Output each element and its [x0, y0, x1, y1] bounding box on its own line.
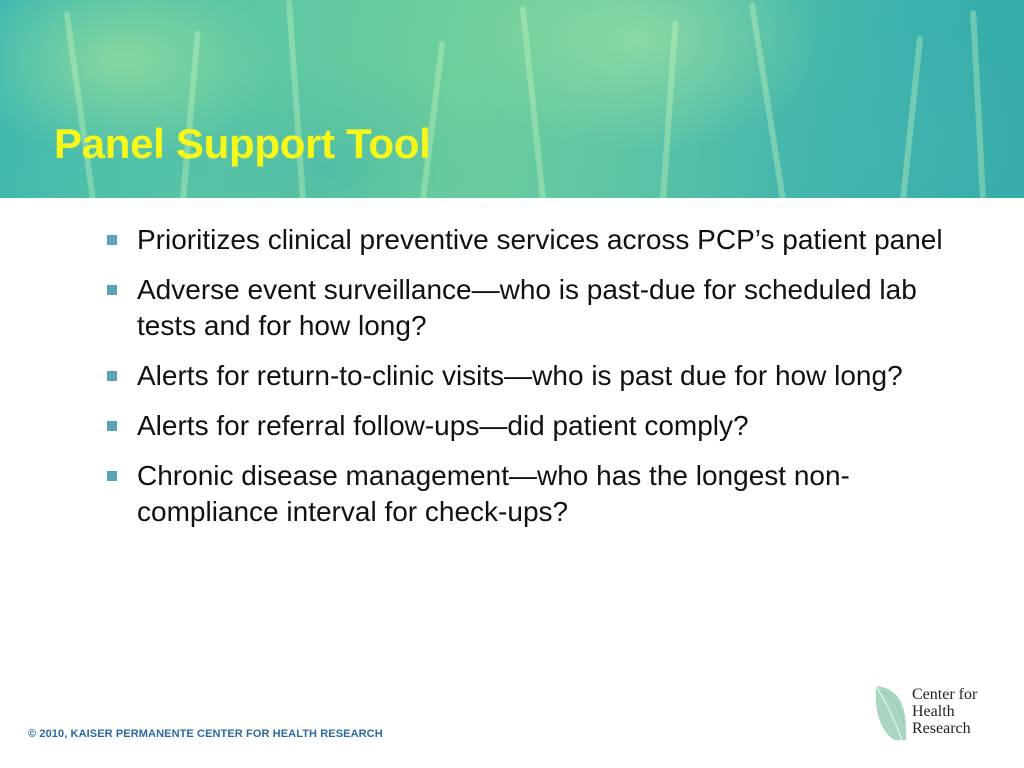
square-bullet-icon — [107, 235, 117, 245]
header-banner — [0, 0, 1024, 198]
bullet-text: Adverse event surveillance—who is past-due for scheduled lab tests and for how long? — [137, 274, 917, 341]
logo-text — [912, 686, 977, 737]
leaf-icon — [872, 684, 910, 742]
square-bullet-icon — [107, 471, 117, 481]
list-item — [104, 358, 944, 394]
list-item — [104, 272, 944, 344]
list-item — [104, 458, 944, 530]
logo-line-3: Research — [912, 720, 971, 737]
center-for-health-research-logo — [872, 682, 1002, 744]
slide-title: Panel Support Tool — [54, 120, 431, 167]
logo-line-2: Health — [912, 703, 955, 720]
square-bullet-icon — [107, 371, 117, 381]
bullet-list — [104, 222, 944, 544]
list-item — [104, 222, 944, 258]
bullet-text: Prioritizes clinical preventive services across PCP’s patient panel — [137, 224, 943, 255]
logo-line-1: Center for — [912, 686, 978, 703]
bullet-text: Alerts for return-to-clinic visits—who is past due for how long? — [137, 360, 903, 391]
square-bullet-icon — [107, 421, 117, 431]
list-item — [104, 408, 944, 444]
copyright-footer: © 2010, KAISER PERMANENTE CENTER FOR HEALTH RESEARCH — [28, 728, 383, 740]
bullet-text: Alerts for referral follow-ups—did patient comply? — [137, 410, 749, 441]
bullet-text: Chronic disease management—who has the longest non-compliance interval for check-ups? — [137, 460, 850, 527]
square-bullet-icon — [107, 285, 117, 295]
